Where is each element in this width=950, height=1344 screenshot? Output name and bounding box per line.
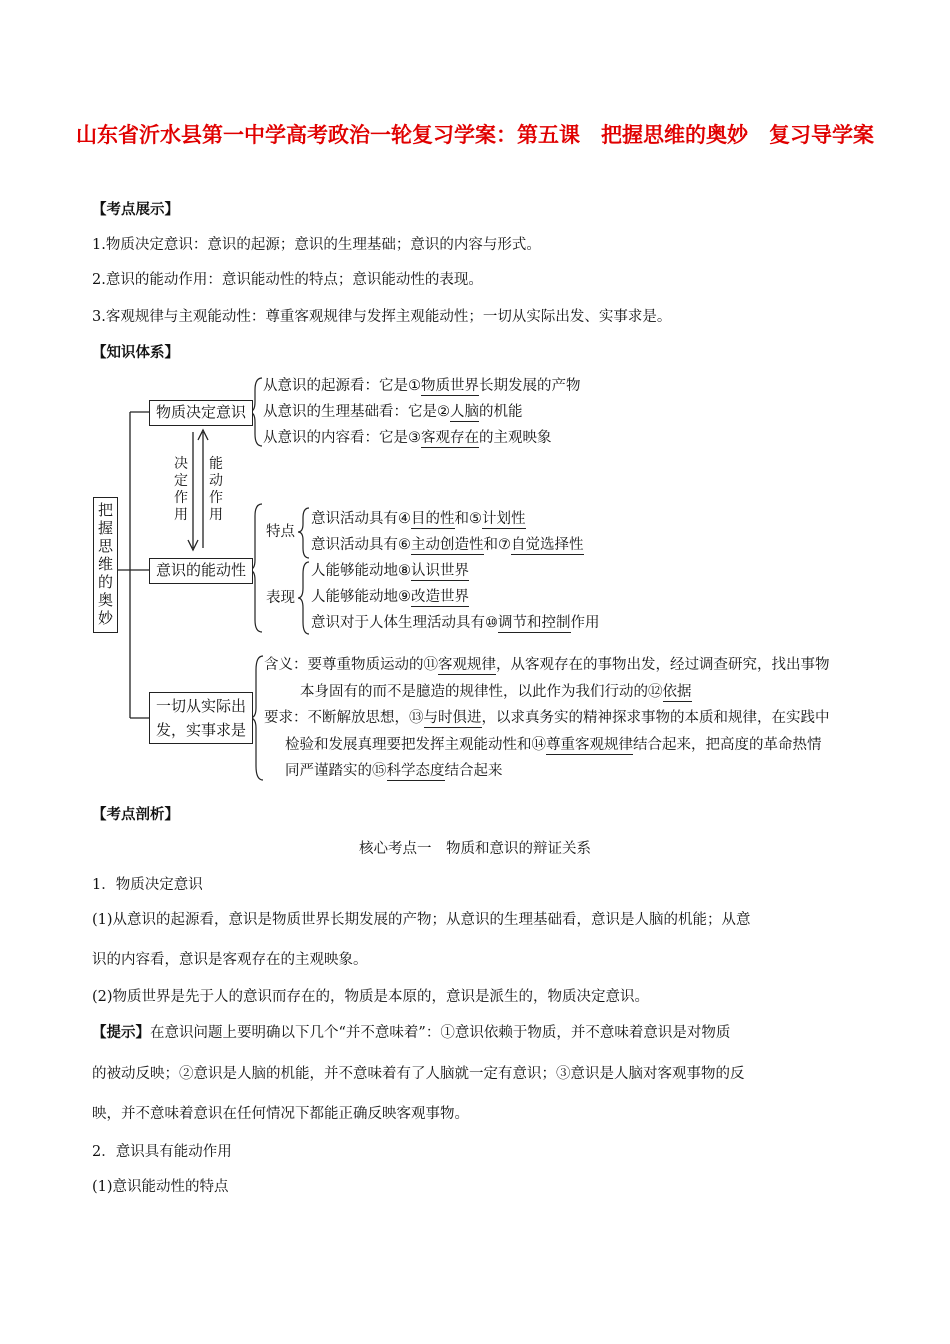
section-heading-kaodian-pouxi: 【考点剖析】: [92, 806, 179, 823]
tip-line: 的被动反映；②意识是人脑的机能，并不意味着有了人脑就一定有意识；③意识是人脑对客观事物的反: [92, 1066, 745, 1082]
arrow-label-active: 能动作用: [209, 456, 223, 523]
section-heading-zhishi-tixi: 【知识体系】: [92, 344, 179, 361]
diagram-sublabel-tedian: 特点: [266, 524, 295, 540]
exam-point-item: 2.意识的能动作用：意识能动性的特点；意识能动性的表现。: [92, 272, 483, 288]
core-point-title: 核心考点一 物质和意识的辩证关系: [359, 841, 591, 857]
diagram-line: 要求：不断解放思想，⑬与时俱进，以求真务实的精神探求事物的本质和规律，在实践中: [264, 710, 830, 726]
page-title: 山东省沂水县第一中学高考政治一轮复习学案：第五课 把握思维的奥妙 复习导学案: [76, 123, 874, 147]
section-heading-kaodian-zhanshi: 【考点展示】: [92, 201, 179, 218]
tip-line: 映，并不意味着意识在任何情况下都能正确反映客观事物。: [92, 1106, 469, 1122]
diagram-line: 同严谨踏实的⑮科学态度结合起来: [285, 763, 503, 779]
diagram-branch-box: 意识的能动性: [149, 558, 253, 584]
paragraph-line: 识的内容看，意识是客观存在的主观映象。: [92, 952, 368, 968]
diagram-line: 意识活动具有⑥主动创造性和⑦自觉选择性: [311, 537, 584, 553]
diagram-line: 意识活动具有④目的性和⑤计划性: [311, 511, 526, 527]
arrow-label-decide: 决定作用: [174, 456, 188, 523]
diagram-line: 意识对于人体生理活动具有⑩调节和控制作用: [311, 615, 600, 631]
subheading: (1)意识能动性的特点: [92, 1179, 229, 1195]
diagram-line: 含义：要尊重物质运动的⑪客观规律，从客观存在的事物出发，经过调查研究，找出事物: [264, 657, 830, 673]
diagram-line: 从意识的起源看：它是①物质世界长期发展的产物: [263, 378, 581, 394]
subheading: 2．意识具有能动作用: [92, 1144, 232, 1160]
subheading: 1．物质决定意识: [92, 877, 203, 893]
diagram-root-box: 把握思维的奥妙: [93, 497, 118, 633]
diagram-line: 检验和发展真理要把发挥主观能动性和⑭尊重客观规律结合起来，把高度的革命热情: [285, 737, 822, 753]
diagram-line: 从意识的生理基础看：它是②人脑的机能: [263, 404, 523, 420]
exam-point-item: 1.物质决定意识：意识的起源；意识的生理基础；意识的内容与形式。: [92, 237, 541, 253]
diagram-branch-box: 物质决定意识: [149, 400, 253, 426]
exam-point-item: 3.客观规律与主观能动性：尊重客观规律与发挥主观能动性；一切从实际出发、实事求是。: [92, 309, 672, 325]
paragraph-line: (2)物质世界是先于人的意识而存在的，物质是本原的，意识是派生的，物质决定意识。: [92, 989, 650, 1005]
diagram-line: 从意识的内容看：它是③客观存在的主观映象: [263, 430, 552, 446]
paragraph-line: (1)从意识的起源看，意识是物质世界长期发展的产物；从意识的生理基础看，意识是人脑的机能；从意: [92, 912, 751, 928]
tip-line: 【提示】在意识问题上要明确以下几个“并不意味着”：①意识依赖于物质，并不意味着意识是对物质: [92, 1024, 731, 1041]
diagram-line: 人能够能动地⑧认识世界: [311, 563, 469, 579]
diagram-line: 人能够能动地⑨改造世界: [311, 589, 469, 605]
diagram-sublabel-biaoxian: 表现: [266, 590, 295, 606]
diagram-line: 本身固有的而不是臆造的规律性，以此作为我们行动的⑫依据: [300, 684, 692, 700]
diagram-branch-box: 一切从实际出 发，实事求是: [149, 692, 253, 744]
